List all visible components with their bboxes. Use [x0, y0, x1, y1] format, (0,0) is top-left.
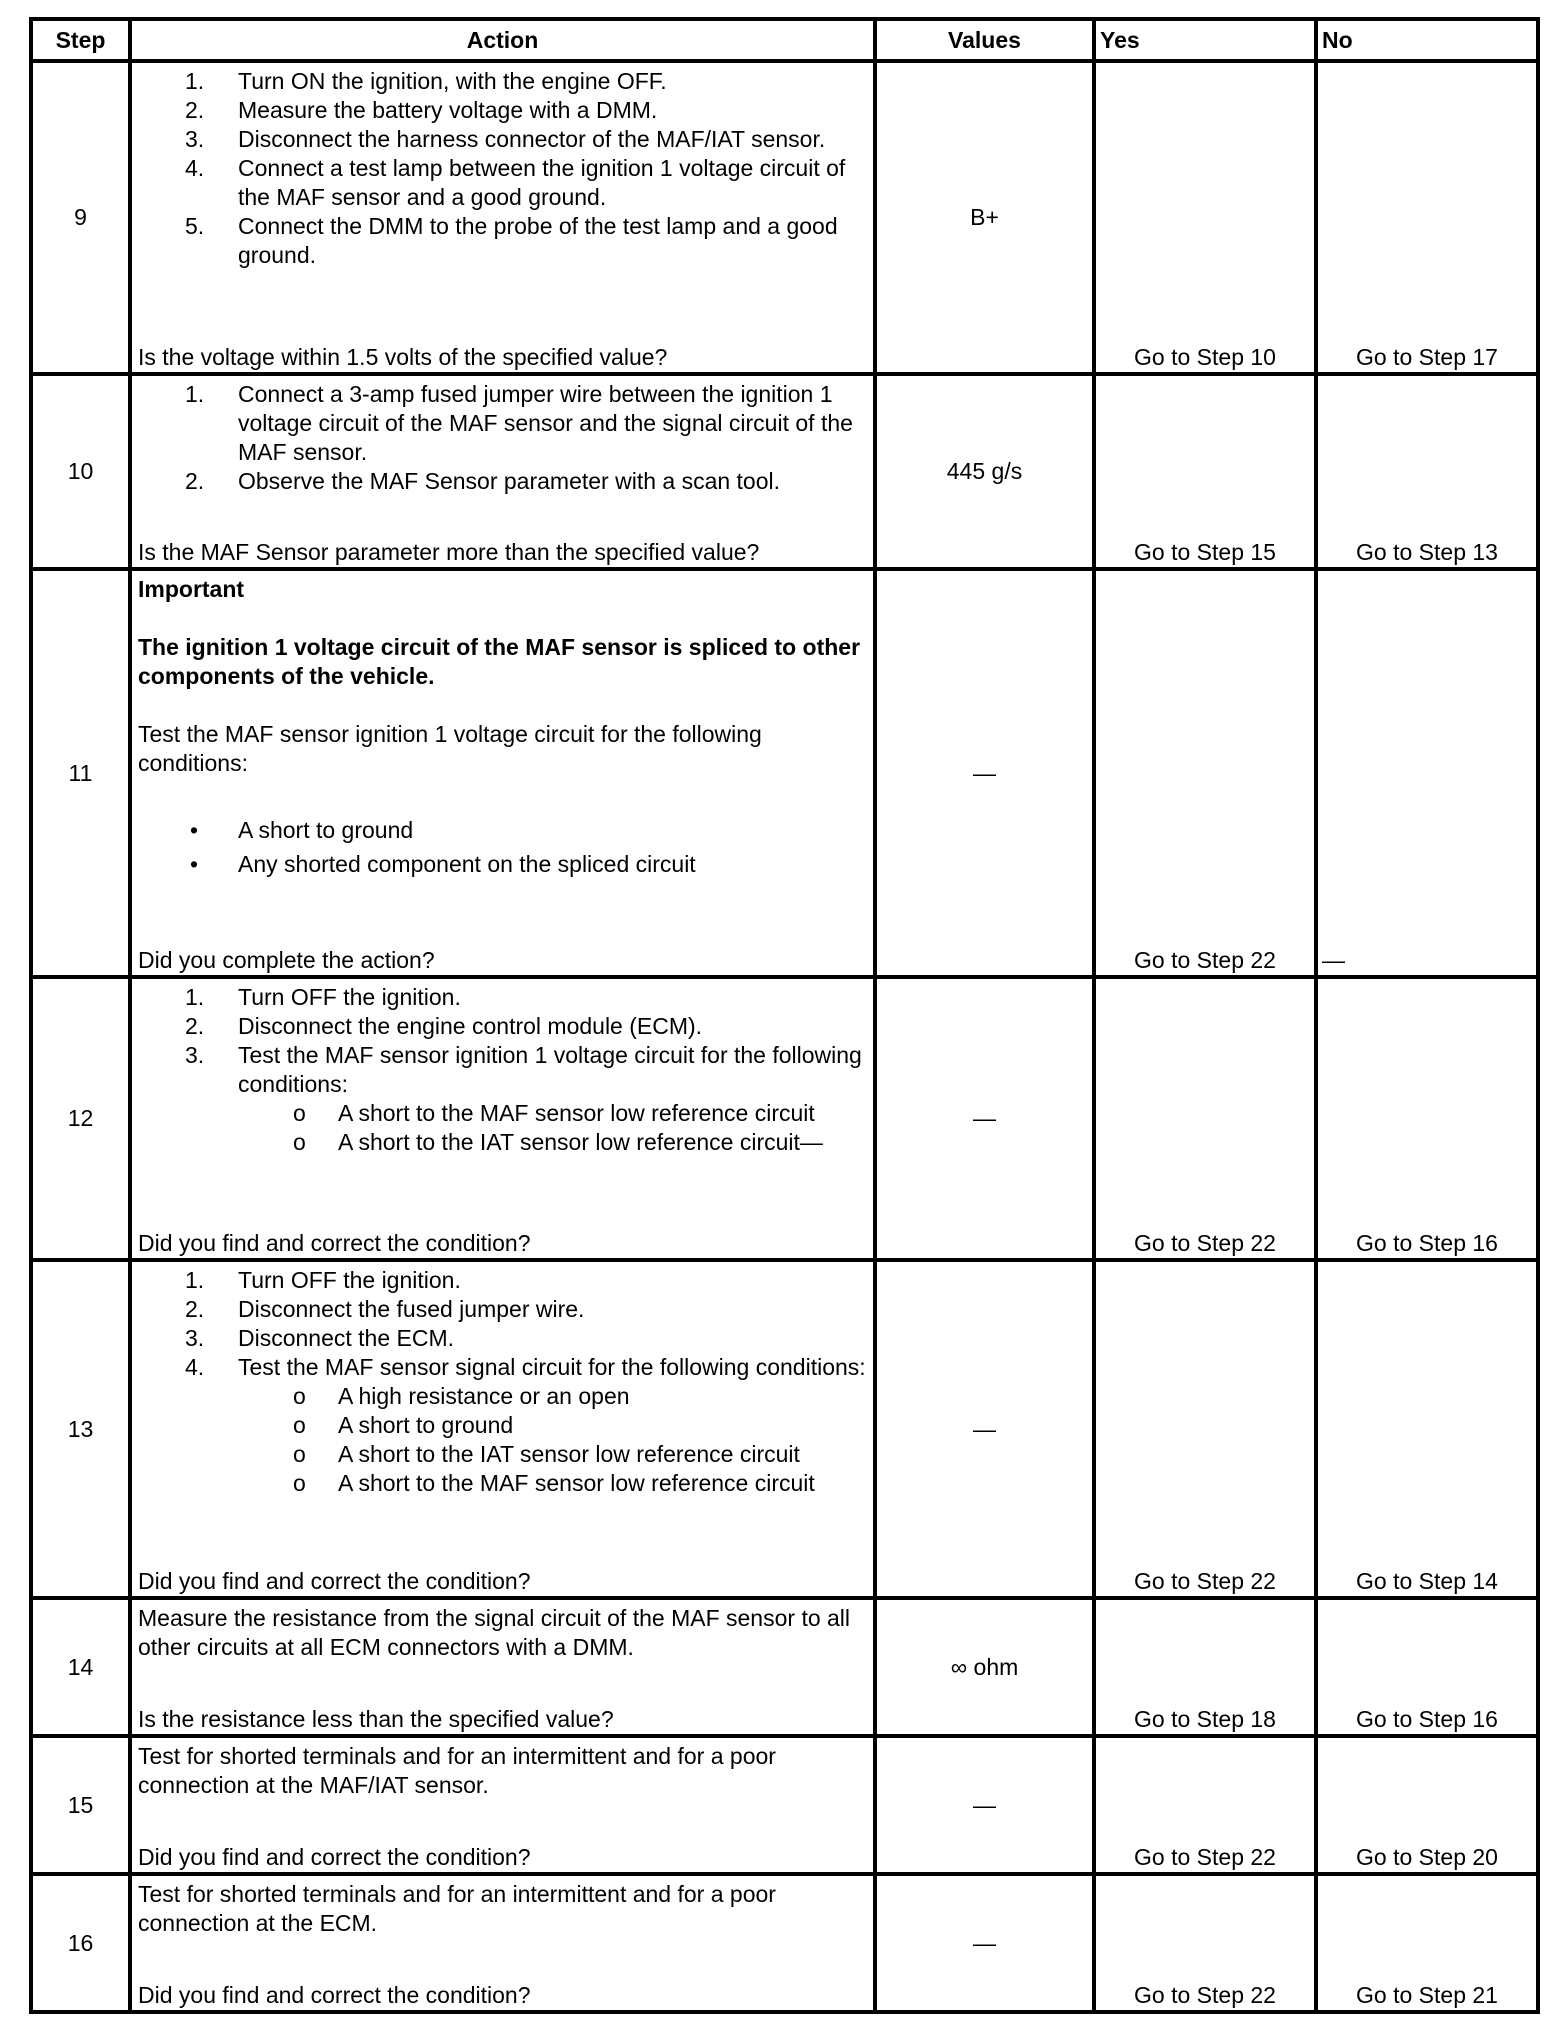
step-list [138, 983, 867, 1157]
yes-goto: Go to Step 18 [1134, 1706, 1276, 1732]
no-cell [1316, 61, 1538, 374]
yes-cell [1094, 374, 1316, 569]
value-cell: — [875, 1736, 1094, 1874]
action-text: Measure the resistance from the signal circuit of the MAF sensor to all other circuits at all ECM connectors with a DMM. [138, 1605, 851, 1660]
list-item: 1. Connect a 3-amp fused jumper wire between the ignition 1 voltage circuit of the MAF sensor and the signal circuit of the MAF sensor. [185, 381, 853, 465]
intro-text: Test the MAF sensor ignition 1 voltage circuit for the following conditions: [138, 721, 762, 776]
table-row [31, 374, 1538, 569]
sub-list [238, 1382, 867, 1498]
sub-item: o A short to the IAT sensor low reference circuit [293, 1441, 800, 1467]
value-cell: ∞ ohm [875, 1598, 1094, 1736]
step-number: 10 [31, 374, 130, 569]
yes-goto: Go to Step 10 [1134, 344, 1276, 370]
list-item: • Any shorted component on the spliced circuit [190, 851, 696, 877]
no-cell [1316, 374, 1538, 569]
no-goto: Go to Step 16 [1356, 1706, 1498, 1732]
sub-list [238, 1099, 867, 1157]
step-list [138, 1266, 867, 1498]
table-row [31, 61, 1538, 374]
question-text: Did you complete the action? [138, 947, 435, 973]
yes-cell [1094, 1598, 1316, 1736]
table-row [31, 1874, 1538, 2012]
step-number: 15 [31, 1736, 130, 1874]
action-text: Test for shorted terminals and for an intermittent and for a poor connection at the ECM. [138, 1881, 776, 1936]
important-label: Important [138, 576, 245, 602]
condition-list [138, 816, 867, 879]
action-cell [130, 1874, 875, 2012]
value-cell: 445 g/s [875, 374, 1094, 569]
list-item: 4. Test the MAF sensor signal circuit for the following conditions: o A high resistance or an open o A short to ground o A short to the IAT sensor low reference circuit o A short to the MAF sensor low reference circuit [138, 1353, 867, 1498]
yes-goto: Go to Step 22 [1134, 1982, 1276, 2008]
table-row [31, 1736, 1538, 1874]
list-item: 2. Observe the MAF Sensor parameter with a scan tool. [185, 468, 781, 494]
no-cell [1316, 1874, 1538, 2012]
action-cell [130, 1736, 875, 1874]
sub-item: o A short to ground [293, 1412, 514, 1438]
question-text: Is the resistance less than the specified value? [138, 1706, 614, 1732]
value-cell: B+ [875, 61, 1094, 374]
list-item: 4. Connect a test lamp between the ignition 1 voltage circuit of the MAF sensor and a good ground. [185, 155, 846, 210]
action-text: Test for shorted terminals and for an intermittent and for a poor connection at the MAF/IAT sensor. [138, 1743, 776, 1798]
question-text: Did you find and correct the condition? [138, 1230, 531, 1256]
table-row [31, 1598, 1538, 1736]
step-list [138, 67, 867, 270]
list-item: 1. Turn OFF the ignition. [185, 984, 461, 1010]
list-item: 2. Disconnect the engine control module (ECM). [185, 1013, 703, 1039]
no-goto: Go to Step 20 [1356, 1844, 1498, 1870]
yes-cell [1094, 1260, 1316, 1598]
question-text: Did you find and correct the condition? [138, 1982, 531, 2008]
yes-cell [1094, 1874, 1316, 2012]
question-text: Did you find and correct the condition? [138, 1844, 531, 1870]
yes-cell [1094, 977, 1316, 1260]
step-list [138, 380, 867, 496]
header-values: Values [875, 19, 1094, 61]
no-cell [1316, 569, 1538, 977]
yes-cell [1094, 1736, 1316, 1874]
list-item: • A short to ground [190, 817, 414, 843]
value-cell: — [875, 1260, 1094, 1598]
action-cell [130, 1260, 875, 1598]
value-cell: — [875, 569, 1094, 977]
yes-goto: Go to Step 22 [1134, 1844, 1276, 1870]
list-item: 1. Turn ON the ignition, with the engine OFF. [185, 68, 667, 94]
value-cell: — [875, 1874, 1094, 2012]
question-text: Is the voltage within 1.5 volts of the specified value? [138, 344, 668, 370]
header-step: Step [31, 19, 130, 61]
action-cell [130, 977, 875, 1260]
yes-goto: Go to Step 15 [1134, 539, 1276, 565]
table-row [31, 977, 1538, 1260]
sub-item: o A high resistance or an open [293, 1383, 630, 1409]
yes-cell [1094, 61, 1316, 374]
value-cell: — [875, 977, 1094, 1260]
sub-item: o A short to the IAT sensor low reference circuit— [293, 1129, 823, 1155]
no-goto: Go to Step 13 [1356, 539, 1498, 565]
table-row [31, 569, 1538, 977]
step-number: 13 [31, 1260, 130, 1598]
action-cell [130, 374, 875, 569]
yes-cell [1094, 569, 1316, 977]
no-goto: Go to Step 21 [1356, 1982, 1498, 2008]
diagnostic-table [29, 17, 1540, 2014]
sub-item: o A short to the MAF sensor low reference circuit [293, 1100, 815, 1126]
step-number: 9 [31, 61, 130, 374]
question-text: Is the MAF Sensor parameter more than the specified value? [138, 539, 760, 565]
sub-item: o A short to the MAF sensor low reference circuit [293, 1470, 815, 1496]
step-number: 11 [31, 569, 130, 977]
yes-goto: Go to Step 22 [1134, 947, 1276, 973]
list-item: 2. Disconnect the fused jumper wire. [185, 1296, 585, 1322]
step-number: 16 [31, 1874, 130, 2012]
list-item: 5. Connect the DMM to the probe of the test lamp and a good ground. [185, 213, 838, 268]
yes-goto: Go to Step 22 [1134, 1568, 1276, 1594]
step-number: 14 [31, 1598, 130, 1736]
header-yes: Yes [1094, 19, 1316, 61]
action-cell [130, 61, 875, 374]
no-cell [1316, 1260, 1538, 1598]
action-cell [130, 569, 875, 977]
yes-goto: Go to Step 22 [1134, 1230, 1276, 1256]
list-item: 3. Disconnect the harness connector of the MAF/IAT sensor. [185, 126, 826, 152]
important-text: The ignition 1 voltage circuit of the MAF sensor is spliced to other components of the vehicle. [138, 634, 861, 689]
list-item: 1. Turn OFF the ignition. [185, 1267, 461, 1293]
no-cell [1316, 1736, 1538, 1874]
table-row [31, 1260, 1538, 1598]
question-text: Did you find and correct the condition? [138, 1568, 531, 1594]
no-goto: Go to Step 17 [1356, 344, 1498, 370]
list-item: 3. Disconnect the ECM. [185, 1325, 455, 1351]
header-action: Action [130, 19, 875, 61]
no-goto: — [1322, 947, 1345, 973]
list-item: 3. Test the MAF sensor ignition 1 voltage circuit for the following conditions: o A short to the MAF sensor low reference circuit o A short to the IAT sensor low reference circuit— [138, 1041, 867, 1157]
header-no: No [1316, 19, 1538, 61]
no-cell [1316, 1598, 1538, 1736]
header-row [31, 19, 1538, 61]
step-number: 12 [31, 977, 130, 1260]
no-cell [1316, 977, 1538, 1260]
no-goto: Go to Step 14 [1356, 1568, 1498, 1594]
action-cell [130, 1598, 875, 1736]
no-goto: Go to Step 16 [1356, 1230, 1498, 1256]
list-item: 2. Measure the battery voltage with a DMM. [185, 97, 658, 123]
